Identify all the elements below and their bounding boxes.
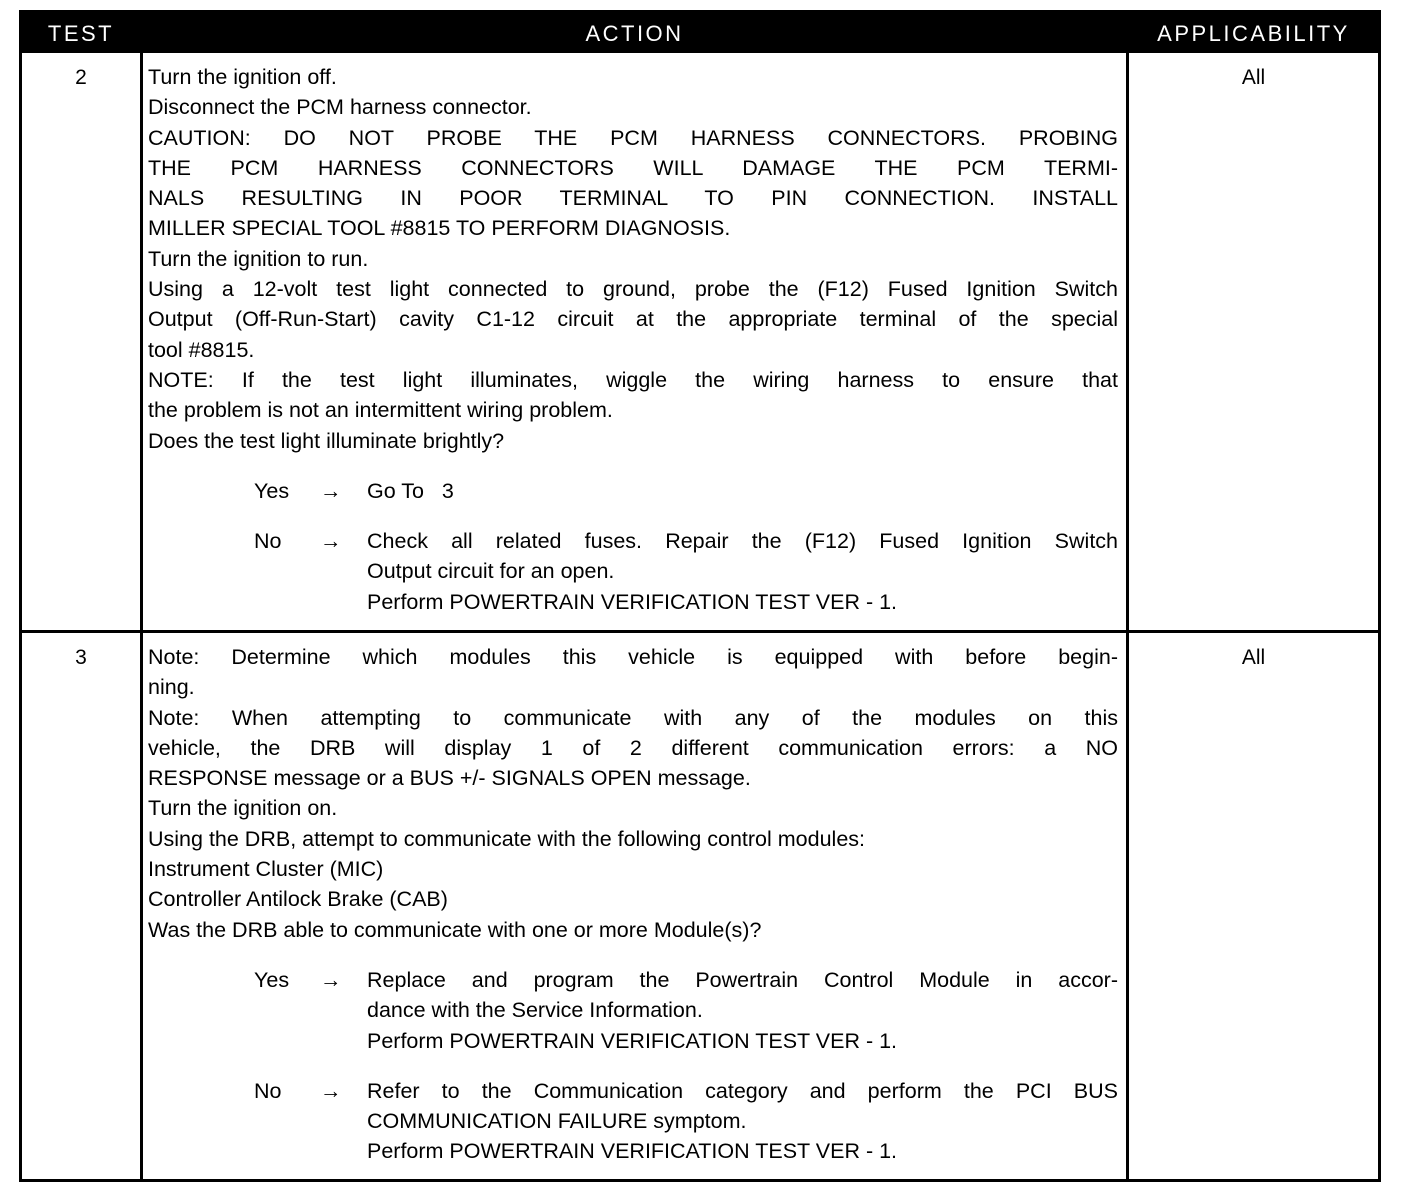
response-line: Replace and program the Powertrain Control Module in accor- xyxy=(367,967,1118,992)
header-action: ACTION xyxy=(585,21,684,46)
action-line: Turn the ignition on. xyxy=(148,796,338,821)
arrow-right-icon: → xyxy=(320,529,342,554)
note-line: ning. xyxy=(148,675,195,700)
action-line: tool #8815. xyxy=(148,337,255,362)
header-applicability: APPLICABILITY xyxy=(1157,21,1350,46)
action-line: Instrument Cluster (MIC) xyxy=(148,857,384,882)
response-yes xyxy=(148,476,1118,506)
response-label: Yes xyxy=(254,967,290,992)
response-line: COMMUNICATION FAILURE symptom. xyxy=(367,1109,747,1134)
applicability-value: All xyxy=(1241,646,1266,669)
column-divider xyxy=(1126,53,1129,1179)
response-label: Yes xyxy=(254,478,290,503)
response-line: Perform POWERTRAIN VERIFICATION TEST VER - 1. xyxy=(367,1139,898,1164)
row-divider xyxy=(22,630,1378,633)
test-number: 2 xyxy=(75,66,87,89)
header-test: TEST xyxy=(47,21,115,46)
response-no xyxy=(148,1076,1118,1167)
response-line: Perform POWERTRAIN VERIFICATION TEST VER - 1. xyxy=(367,589,898,614)
note-line: vehicle, the DRB will display 1 of 2 different communication errors: a NO xyxy=(148,735,1118,760)
note-line: Note: Determine which modules this vehicle is equipped with before begin- xyxy=(148,645,1118,669)
response-line: dance with the Service Information. xyxy=(367,998,703,1023)
response-line: Perform POWERTRAIN VERIFICATION TEST VER - 1. xyxy=(367,1028,898,1053)
note-line: Note: When attempting to communicate with any of the modules on this xyxy=(148,705,1118,730)
response-line: Output circuit for an open. xyxy=(367,559,615,584)
response-line: Go To 3 xyxy=(367,478,454,503)
caution-line: MILLER SPECIAL TOOL #8815 TO PERFORM DIAGNOSIS. xyxy=(148,216,731,241)
question-line: Was the DRB able to communicate with one or more Module(s)? xyxy=(148,917,762,942)
action-cell xyxy=(148,642,1118,1167)
caution-line: CAUTION: DO NOT PROBE THE PCM HARNESS CONNECTORS. PROBING xyxy=(148,125,1118,150)
action-cell xyxy=(148,62,1118,617)
note-line: NOTE: If the test light illuminates, wiggle the wiring harness to ensure that xyxy=(148,367,1118,392)
response-no xyxy=(148,526,1118,617)
response-label: No xyxy=(254,1078,282,1103)
action-line: Turn the ignition off. xyxy=(148,65,337,89)
action-line: Using the DRB, attempt to communicate with the following control modules: xyxy=(148,826,865,851)
test-number: 3 xyxy=(75,646,87,669)
action-line: Using a 12-volt test light connected to ground, probe the (F12) Fused Ignition Switch xyxy=(148,277,1118,302)
note-line: RESPONSE message or a BUS +/- SIGNALS OPEN message. xyxy=(148,766,751,791)
table-header xyxy=(22,13,1378,53)
note-line: the problem is not an intermittent wiring problem. xyxy=(148,398,613,423)
diagnostic-table xyxy=(19,10,1381,1182)
arrow-right-icon: → xyxy=(320,478,342,503)
action-line: Controller Antilock Brake (CAB) xyxy=(148,887,448,912)
response-label: No xyxy=(254,529,282,554)
action-line: Turn the ignition to run. xyxy=(148,246,369,271)
arrow-right-icon: → xyxy=(320,1078,342,1103)
arrow-right-icon: → xyxy=(320,967,342,992)
caution-line: NALS RESULTING IN POOR TERMINAL TO PIN CONNECTION. INSTALL xyxy=(148,186,1118,211)
caution-line: THE PCM HARNESS CONNECTORS WILL DAMAGE THE PCM TERMI- xyxy=(148,155,1118,180)
column-divider xyxy=(140,53,143,1179)
applicability-value: All xyxy=(1241,66,1266,89)
question-line: Does the test light illuminate brightly? xyxy=(148,428,505,453)
action-line: Output (Off-Run-Start) cavity C1-12 circuit at the appropriate terminal of the special xyxy=(148,307,1118,332)
action-line: Disconnect the PCM harness connector. xyxy=(148,95,532,120)
response-yes xyxy=(148,965,1118,1056)
response-line: Refer to the Communication category and perform the PCI BUS xyxy=(367,1078,1118,1103)
response-line: Check all related fuses. Repair the (F12) Fused Ignition Switch xyxy=(367,529,1118,554)
